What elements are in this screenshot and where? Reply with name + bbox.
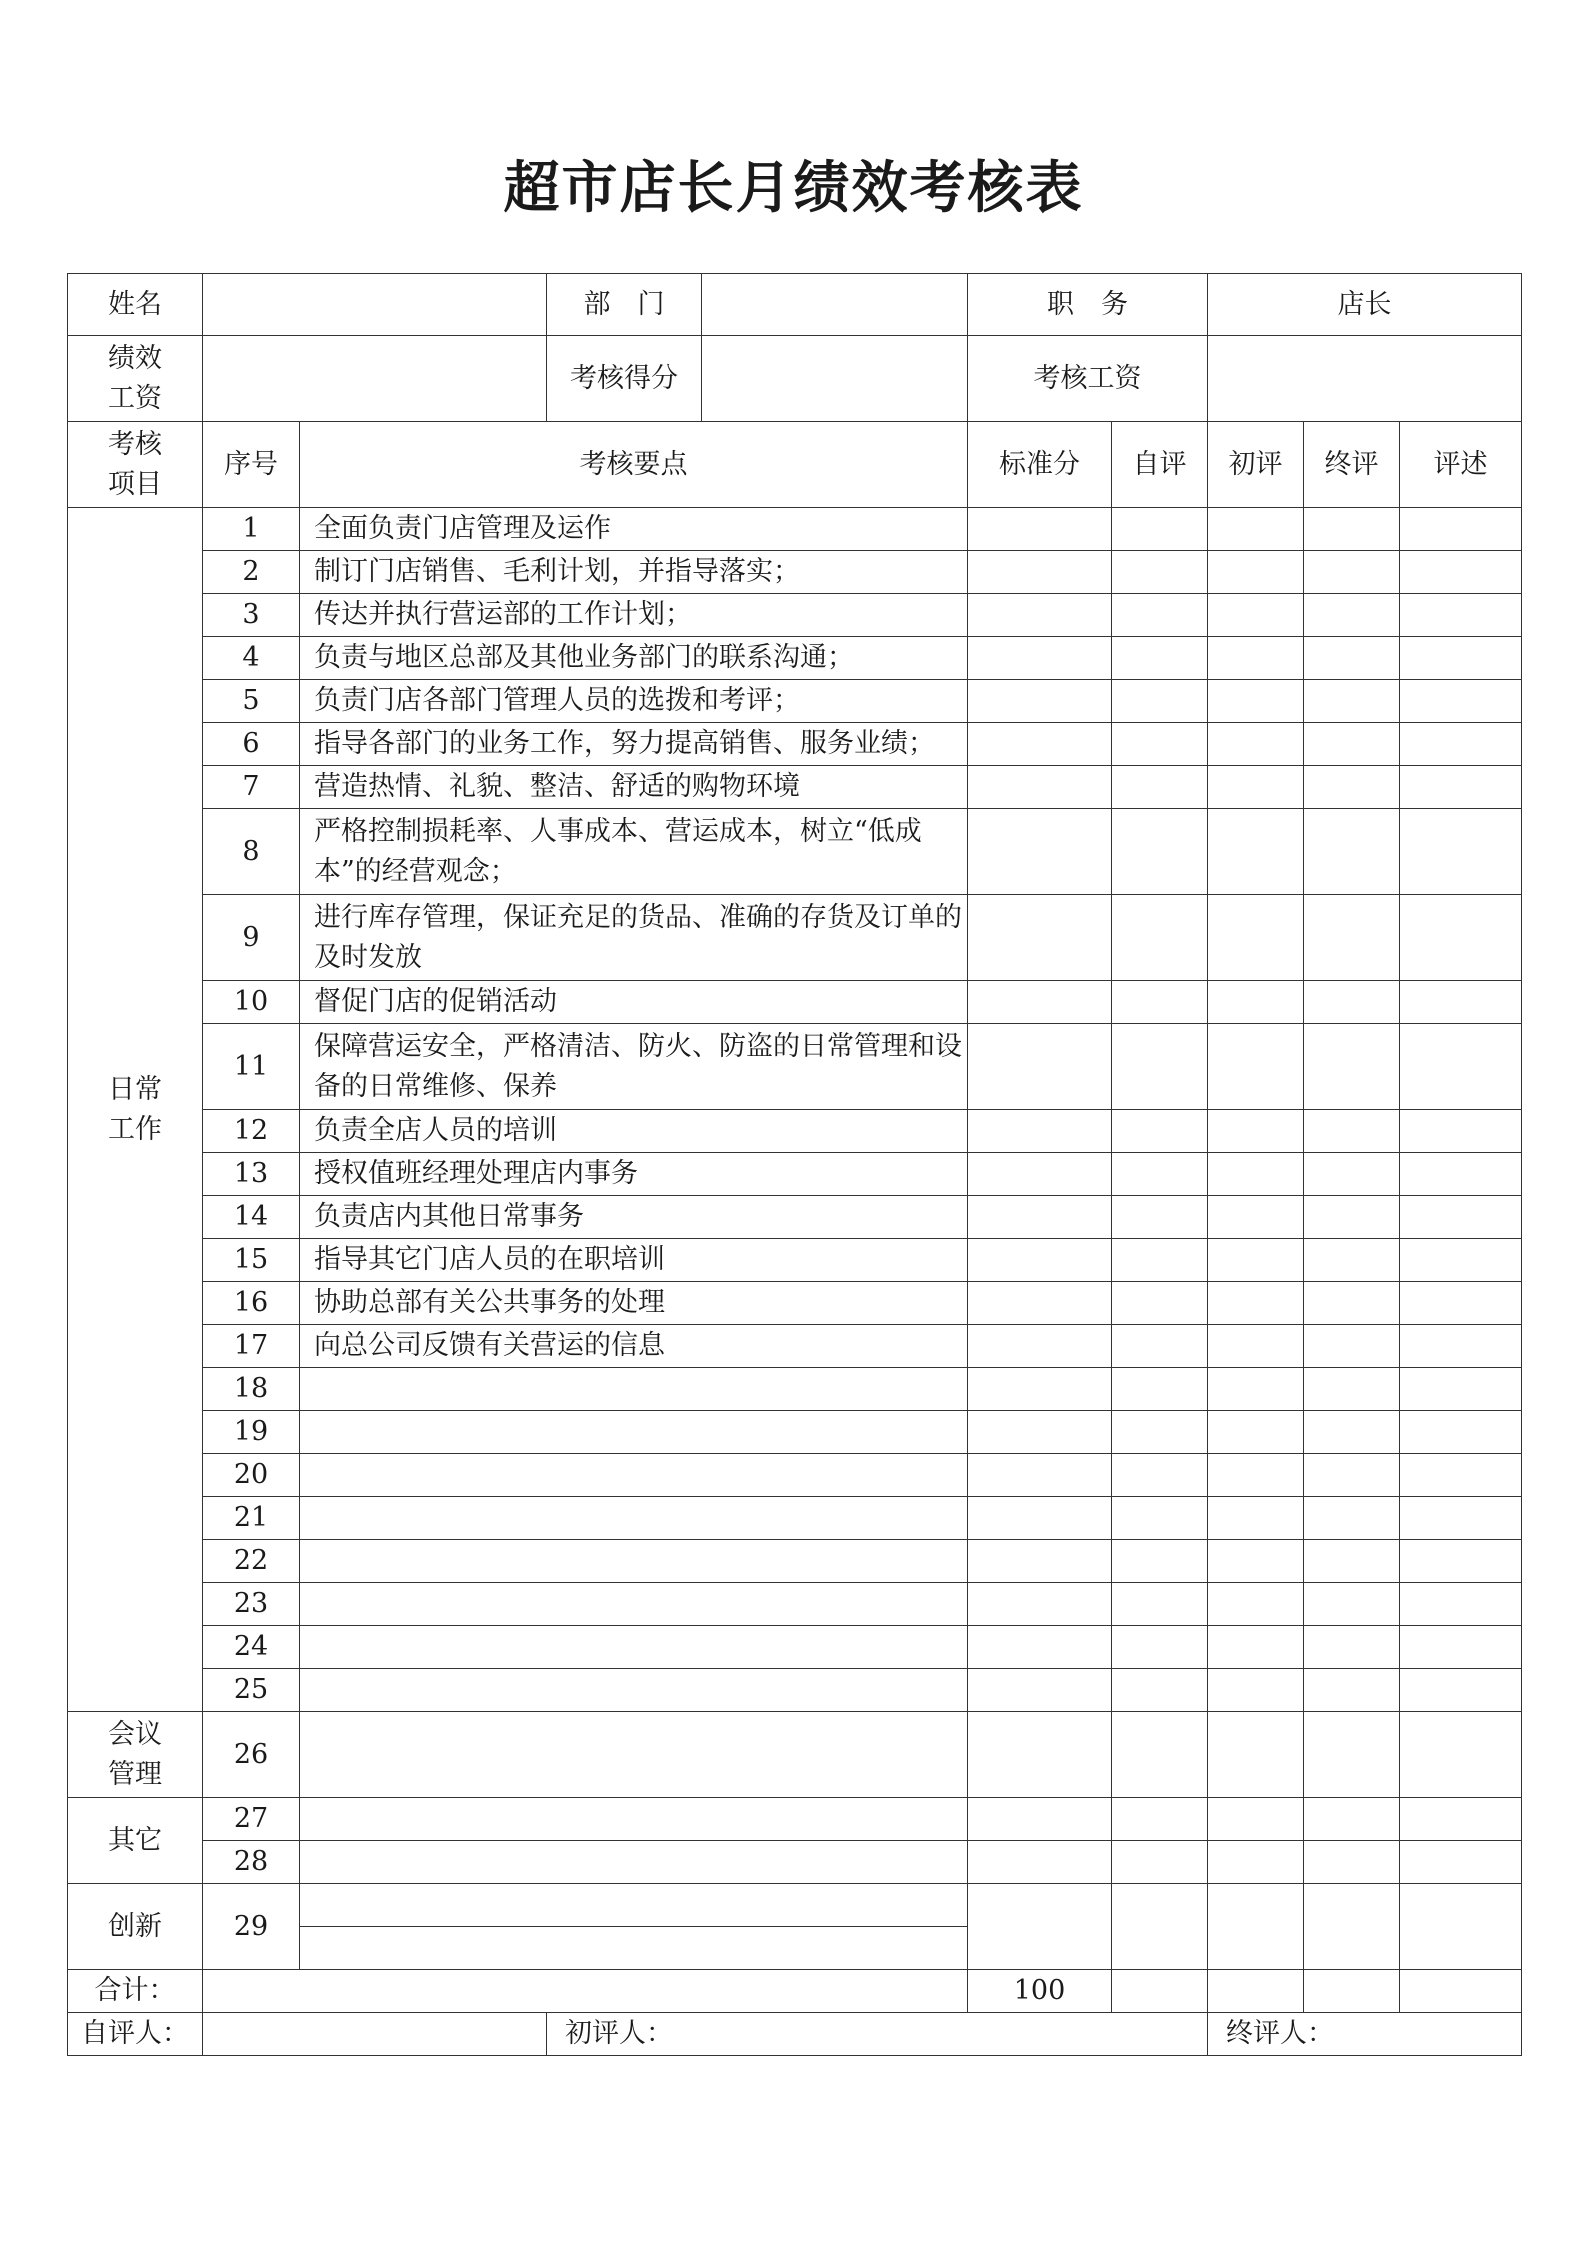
item-number: 29 [203, 1884, 300, 1970]
item-number: 19 [203, 1411, 300, 1454]
standard-cell[interactable] [968, 1282, 1112, 1325]
final-score-cell[interactable] [1304, 1669, 1400, 1712]
standard-total: 100 [968, 1970, 1112, 2013]
final-score-cell[interactable] [1304, 1497, 1400, 1540]
initial-score-cell[interactable] [1208, 1239, 1304, 1282]
category-daily: 日常工作 [68, 508, 203, 1712]
item-text[interactable]: 向总公司反馈有关营运的信息 [300, 1325, 968, 1368]
item-text[interactable]: 协助总部有关公共事务的处理 [300, 1282, 968, 1325]
self-score-cell[interactable] [1112, 1325, 1208, 1368]
table-row [68, 723, 1522, 766]
index-header: 序号 [203, 422, 300, 508]
item-number: 15 [203, 1239, 300, 1282]
score-label: 考核得分 [547, 336, 702, 422]
item-number: 27 [203, 1798, 300, 1841]
table-row [68, 1454, 1522, 1497]
final-score-cell[interactable] [1304, 1024, 1400, 1110]
table-row [68, 1153, 1522, 1196]
item-text[interactable]: 负责店内其他日常事务 [300, 1196, 968, 1239]
final-score-cell[interactable] [1304, 809, 1400, 895]
standard-cell[interactable] [968, 1153, 1112, 1196]
final-signer-label[interactable]: 终评人： [1208, 2013, 1522, 2056]
item-number: 5 [203, 680, 300, 723]
comment-cell[interactable] [1400, 1497, 1522, 1540]
self-score-cell[interactable] [1112, 723, 1208, 766]
self-score-cell[interactable] [1112, 1454, 1208, 1497]
standard-cell[interactable] [968, 1411, 1112, 1454]
initial-score-cell[interactable] [1208, 1153, 1304, 1196]
item-number: 4 [203, 637, 300, 680]
item-number: 13 [203, 1153, 300, 1196]
item-number: 9 [203, 895, 300, 981]
self-score-cell[interactable] [1112, 1368, 1208, 1411]
standard-cell[interactable] [968, 766, 1112, 809]
assessment-table [67, 273, 1522, 2056]
table-row [68, 809, 1522, 895]
comment-cell[interactable] [1400, 594, 1522, 637]
total-blank [203, 1970, 968, 2013]
category-other: 其它 [68, 1798, 203, 1884]
final-score-cell[interactable] [1304, 551, 1400, 594]
comment-cell[interactable] [1400, 766, 1522, 809]
self-score-cell[interactable] [1112, 1024, 1208, 1110]
standard-cell[interactable] [968, 508, 1112, 551]
assess-salary-field[interactable] [1208, 336, 1522, 422]
comment-cell[interactable] [1400, 1454, 1522, 1497]
standard-header: 标准分 [968, 422, 1112, 508]
item-number: 3 [203, 594, 300, 637]
standard-cell[interactable] [968, 1798, 1112, 1841]
standard-cell[interactable] [968, 1368, 1112, 1411]
self-total-cell[interactable] [1112, 1970, 1208, 2013]
item-text[interactable] [300, 1669, 968, 1712]
item-number: 26 [203, 1712, 300, 1798]
comment-cell[interactable] [1400, 1540, 1522, 1583]
initial-score-cell[interactable] [1208, 766, 1304, 809]
points-header: 考核要点 [300, 422, 968, 508]
standard-cell[interactable] [968, 1325, 1112, 1368]
initial-score-cell[interactable] [1208, 680, 1304, 723]
comment-cell[interactable] [1400, 1325, 1522, 1368]
final-header: 终评 [1304, 422, 1400, 508]
initial-score-cell[interactable] [1208, 551, 1304, 594]
self-score-cell[interactable] [1112, 508, 1208, 551]
comment-cell[interactable] [1400, 981, 1522, 1024]
item-text[interactable]: 负责全店人员的培训 [300, 1110, 968, 1153]
comment-cell[interactable] [1400, 1669, 1522, 1712]
initial-score-cell[interactable] [1208, 1024, 1304, 1110]
initial-score-cell[interactable] [1208, 1411, 1304, 1454]
standard-cell[interactable] [968, 1540, 1112, 1583]
initial-score-cell[interactable] [1208, 1540, 1304, 1583]
final-score-cell[interactable] [1304, 1196, 1400, 1239]
item-number: 11 [203, 1024, 300, 1110]
initial-score-cell[interactable] [1208, 1454, 1304, 1497]
name-field[interactable] [203, 274, 547, 336]
dept-field[interactable] [702, 274, 968, 336]
standard-cell[interactable] [968, 1024, 1112, 1110]
initial-score-cell[interactable] [1208, 1110, 1304, 1153]
table-row [68, 680, 1522, 723]
comment-cell[interactable] [1400, 1110, 1522, 1153]
self-score-cell[interactable] [1112, 1540, 1208, 1583]
final-score-cell[interactable] [1304, 1239, 1400, 1282]
table-row [68, 551, 1522, 594]
final-score-cell[interactable] [1304, 1368, 1400, 1411]
final-score-cell[interactable] [1304, 508, 1400, 551]
final-score-cell[interactable] [1304, 1884, 1400, 1970]
table-row [68, 1239, 1522, 1282]
final-score-cell[interactable] [1304, 895, 1400, 981]
table-row [68, 1368, 1522, 1411]
final-score-cell[interactable] [1304, 1411, 1400, 1454]
comment-total-cell[interactable] [1400, 1970, 1522, 2013]
standard-cell[interactable] [968, 1583, 1112, 1626]
item-text[interactable]: 负责与地区总部及其他业务部门的联系沟通； [300, 637, 968, 680]
final-score-cell[interactable] [1304, 723, 1400, 766]
item-number: 23 [203, 1583, 300, 1626]
self-score-cell[interactable] [1112, 680, 1208, 723]
item-text[interactable]: 指导各部门的业务工作，努力提高销售、服务业绩； [300, 723, 968, 766]
self-score-cell[interactable] [1112, 1497, 1208, 1540]
self-score-cell[interactable] [1112, 1841, 1208, 1884]
item-number: 17 [203, 1325, 300, 1368]
item-number: 7 [203, 766, 300, 809]
item-text[interactable]: 督促门店的促销活动 [300, 981, 968, 1024]
item-text-extra[interactable] [300, 1927, 968, 1970]
self-score-cell[interactable] [1112, 809, 1208, 895]
item-number: 20 [203, 1454, 300, 1497]
comment-cell[interactable] [1400, 1239, 1522, 1282]
standard-cell[interactable] [968, 981, 1112, 1024]
item-number: 16 [203, 1282, 300, 1325]
comment-cell[interactable] [1400, 1841, 1522, 1884]
initial-score-cell[interactable] [1208, 1368, 1304, 1411]
table-row [68, 637, 1522, 680]
standard-cell[interactable] [968, 1669, 1112, 1712]
final-score-cell[interactable] [1304, 981, 1400, 1024]
table-row [68, 1626, 1522, 1669]
item-text[interactable]: 保障营运安全，严格清洁、防火、防盗的日常管理和设备的日常维修、保养 [300, 1024, 968, 1110]
initial-score-cell[interactable] [1208, 1712, 1304, 1798]
comment-cell[interactable] [1400, 809, 1522, 895]
initial-score-cell[interactable] [1208, 1282, 1304, 1325]
final-score-cell[interactable] [1304, 1454, 1400, 1497]
final-score-cell[interactable] [1304, 1153, 1400, 1196]
initial-score-cell[interactable] [1208, 981, 1304, 1024]
item-text[interactable] [300, 1798, 968, 1841]
item-text[interactable]: 负责门店各部门管理人员的选拨和考评； [300, 680, 968, 723]
standard-cell[interactable] [968, 637, 1112, 680]
final-score-cell[interactable] [1304, 1540, 1400, 1583]
table-row [68, 895, 1522, 981]
initial-score-cell[interactable] [1208, 895, 1304, 981]
item-text[interactable] [300, 1411, 968, 1454]
item-text[interactable]: 营造热情、礼貌、整洁、舒适的购物环境 [300, 766, 968, 809]
final-score-cell[interactable] [1304, 1841, 1400, 1884]
comment-cell[interactable] [1400, 1368, 1522, 1411]
item-number: 24 [203, 1626, 300, 1669]
initial-score-cell[interactable] [1208, 1626, 1304, 1669]
self-score-cell[interactable] [1112, 1884, 1208, 1970]
final-total-cell[interactable] [1304, 1970, 1400, 2013]
assess-salary-label: 考核工资 [968, 336, 1208, 422]
table-row [68, 1024, 1522, 1110]
standard-cell[interactable] [968, 1884, 1112, 1970]
comment-cell[interactable] [1400, 1798, 1522, 1841]
comment-cell[interactable] [1400, 895, 1522, 981]
category-header: 考核项目 [68, 422, 203, 508]
initial-score-cell[interactable] [1208, 1497, 1304, 1540]
final-score-cell[interactable] [1304, 637, 1400, 680]
initial-score-cell[interactable] [1208, 637, 1304, 680]
self-score-cell[interactable] [1112, 1712, 1208, 1798]
perf-salary-label: 绩效工资 [68, 336, 203, 422]
comment-cell[interactable] [1400, 680, 1522, 723]
item-text[interactable]: 进行库存管理，保证充足的货品、准确的存货及订单的及时发放 [300, 895, 968, 981]
item-number: 10 [203, 981, 300, 1024]
item-text[interactable] [300, 1626, 968, 1669]
item-number: 22 [203, 1540, 300, 1583]
table-row [68, 1583, 1522, 1626]
initial-score-cell[interactable] [1208, 723, 1304, 766]
category-innovation: 创新 [68, 1884, 203, 1970]
score-field[interactable] [702, 336, 968, 422]
standard-cell[interactable] [968, 1454, 1112, 1497]
item-text[interactable] [300, 1368, 968, 1411]
final-score-cell[interactable] [1304, 1110, 1400, 1153]
standard-cell[interactable] [968, 594, 1112, 637]
standard-cell[interactable] [968, 895, 1112, 981]
standard-cell[interactable] [968, 1626, 1112, 1669]
self-signer-label: 自评人： [68, 2013, 203, 2056]
table-row [68, 1411, 1522, 1454]
item-number: 8 [203, 809, 300, 895]
self-score-cell[interactable] [1112, 1196, 1208, 1239]
dept-label: 部 门 [547, 274, 702, 336]
total-label: 合计： [68, 1970, 203, 2013]
comment-header: 评述 [1400, 422, 1522, 508]
table-row [68, 1540, 1522, 1583]
item-number: 25 [203, 1669, 300, 1712]
item-text[interactable]: 严格控制损耗率、人事成本、营运成本，树立“低成本”的经营观念； [300, 809, 968, 895]
self-header: 自评 [1112, 422, 1208, 508]
comment-cell[interactable] [1400, 1884, 1522, 1970]
comment-cell[interactable] [1400, 551, 1522, 594]
table-row [68, 1110, 1522, 1153]
initial-score-cell[interactable] [1208, 1669, 1304, 1712]
final-score-cell[interactable] [1304, 1712, 1400, 1798]
self-score-cell[interactable] [1112, 1110, 1208, 1153]
name-label: 姓名 [68, 274, 203, 336]
final-score-cell[interactable] [1304, 680, 1400, 723]
item-number: 2 [203, 551, 300, 594]
standard-cell[interactable] [968, 1841, 1112, 1884]
item-text[interactable] [300, 1454, 968, 1497]
comment-cell[interactable] [1400, 1712, 1522, 1798]
initial-total-cell[interactable] [1208, 1970, 1304, 2013]
position-label: 职 务 [968, 274, 1208, 336]
initial-score-cell[interactable] [1208, 1798, 1304, 1841]
final-score-cell[interactable] [1304, 1282, 1400, 1325]
item-number: 6 [203, 723, 300, 766]
item-text[interactable] [300, 1884, 968, 1927]
self-score-cell[interactable] [1112, 551, 1208, 594]
comment-cell[interactable] [1400, 1626, 1522, 1669]
self-score-cell[interactable] [1112, 1669, 1208, 1712]
standard-cell[interactable] [968, 1239, 1112, 1282]
table-row [68, 981, 1522, 1024]
table-row [68, 1669, 1522, 1712]
item-number: 28 [203, 1841, 300, 1884]
final-score-cell[interactable] [1304, 1626, 1400, 1669]
self-score-cell[interactable] [1112, 1411, 1208, 1454]
item-text[interactable] [300, 1841, 968, 1884]
standard-cell[interactable] [968, 1196, 1112, 1239]
table-row [68, 1282, 1522, 1325]
self-score-cell[interactable] [1112, 766, 1208, 809]
final-score-cell[interactable] [1304, 1325, 1400, 1368]
table-row [68, 508, 1522, 551]
standard-cell[interactable] [968, 1497, 1112, 1540]
standard-cell[interactable] [968, 1110, 1112, 1153]
comment-cell[interactable] [1400, 1153, 1522, 1196]
self-score-cell[interactable] [1112, 1153, 1208, 1196]
item-number: 1 [203, 508, 300, 551]
initial-score-cell[interactable] [1208, 1583, 1304, 1626]
item-text[interactable]: 传达并执行营运部的工作计划； [300, 594, 968, 637]
self-score-cell[interactable] [1112, 981, 1208, 1024]
comment-cell[interactable] [1400, 1196, 1522, 1239]
final-score-cell[interactable] [1304, 594, 1400, 637]
item-number: 21 [203, 1497, 300, 1540]
final-score-cell[interactable] [1304, 1798, 1400, 1841]
comment-cell[interactable] [1400, 1411, 1522, 1454]
comment-cell[interactable] [1400, 723, 1522, 766]
page-title: 超市店长月绩效考核表 [503, 155, 1084, 221]
standard-cell[interactable] [968, 723, 1112, 766]
final-score-cell[interactable] [1304, 1583, 1400, 1626]
item-text[interactable]: 全面负责门店管理及运作 [300, 508, 968, 551]
comment-cell[interactable] [1400, 508, 1522, 551]
initial-signer-label[interactable]: 初评人： [547, 2013, 1208, 2056]
final-score-cell[interactable] [1304, 766, 1400, 809]
item-number: 18 [203, 1368, 300, 1411]
item-text[interactable] [300, 1497, 968, 1540]
self-score-cell[interactable] [1112, 895, 1208, 981]
category-meeting: 会议管理 [68, 1712, 203, 1798]
standard-cell[interactable] [968, 1712, 1112, 1798]
item-text[interactable]: 制订门店销售、毛利计划，并指导落实； [300, 551, 968, 594]
table-row [68, 1196, 1522, 1239]
item-number: 14 [203, 1196, 300, 1239]
comment-cell[interactable] [1400, 1282, 1522, 1325]
table-row [68, 1325, 1522, 1368]
initial-score-cell[interactable] [1208, 594, 1304, 637]
initial-score-cell[interactable] [1208, 1884, 1304, 1970]
comment-cell[interactable] [1400, 1024, 1522, 1110]
table-row [68, 594, 1522, 637]
standard-cell[interactable] [968, 551, 1112, 594]
item-text[interactable] [300, 1583, 968, 1626]
standard-cell[interactable] [968, 680, 1112, 723]
standard-cell[interactable] [968, 809, 1112, 895]
item-number: 12 [203, 1110, 300, 1153]
perf-salary-field[interactable] [203, 336, 547, 422]
table-row [68, 766, 1522, 809]
initial-header: 初评 [1208, 422, 1304, 508]
item-text[interactable]: 授权值班经理处理店内事务 [300, 1153, 968, 1196]
self-score-cell[interactable] [1112, 1626, 1208, 1669]
self-signer-field[interactable] [203, 2013, 547, 2056]
comment-cell[interactable] [1400, 1583, 1522, 1626]
self-score-cell[interactable] [1112, 1798, 1208, 1841]
initial-score-cell[interactable] [1208, 508, 1304, 551]
item-text[interactable] [300, 1540, 968, 1583]
self-score-cell[interactable] [1112, 594, 1208, 637]
self-score-cell[interactable] [1112, 1583, 1208, 1626]
initial-score-cell[interactable] [1208, 1196, 1304, 1239]
item-text[interactable]: 指导其它门店人员的在职培训 [300, 1239, 968, 1282]
position-value[interactable]: 店长 [1208, 274, 1522, 336]
item-text[interactable] [300, 1712, 968, 1798]
self-score-cell[interactable] [1112, 1239, 1208, 1282]
initial-score-cell[interactable] [1208, 1325, 1304, 1368]
initial-score-cell[interactable] [1208, 809, 1304, 895]
self-score-cell[interactable] [1112, 637, 1208, 680]
initial-score-cell[interactable] [1208, 1841, 1304, 1884]
table-row [68, 1497, 1522, 1540]
comment-cell[interactable] [1400, 637, 1522, 680]
self-score-cell[interactable] [1112, 1282, 1208, 1325]
